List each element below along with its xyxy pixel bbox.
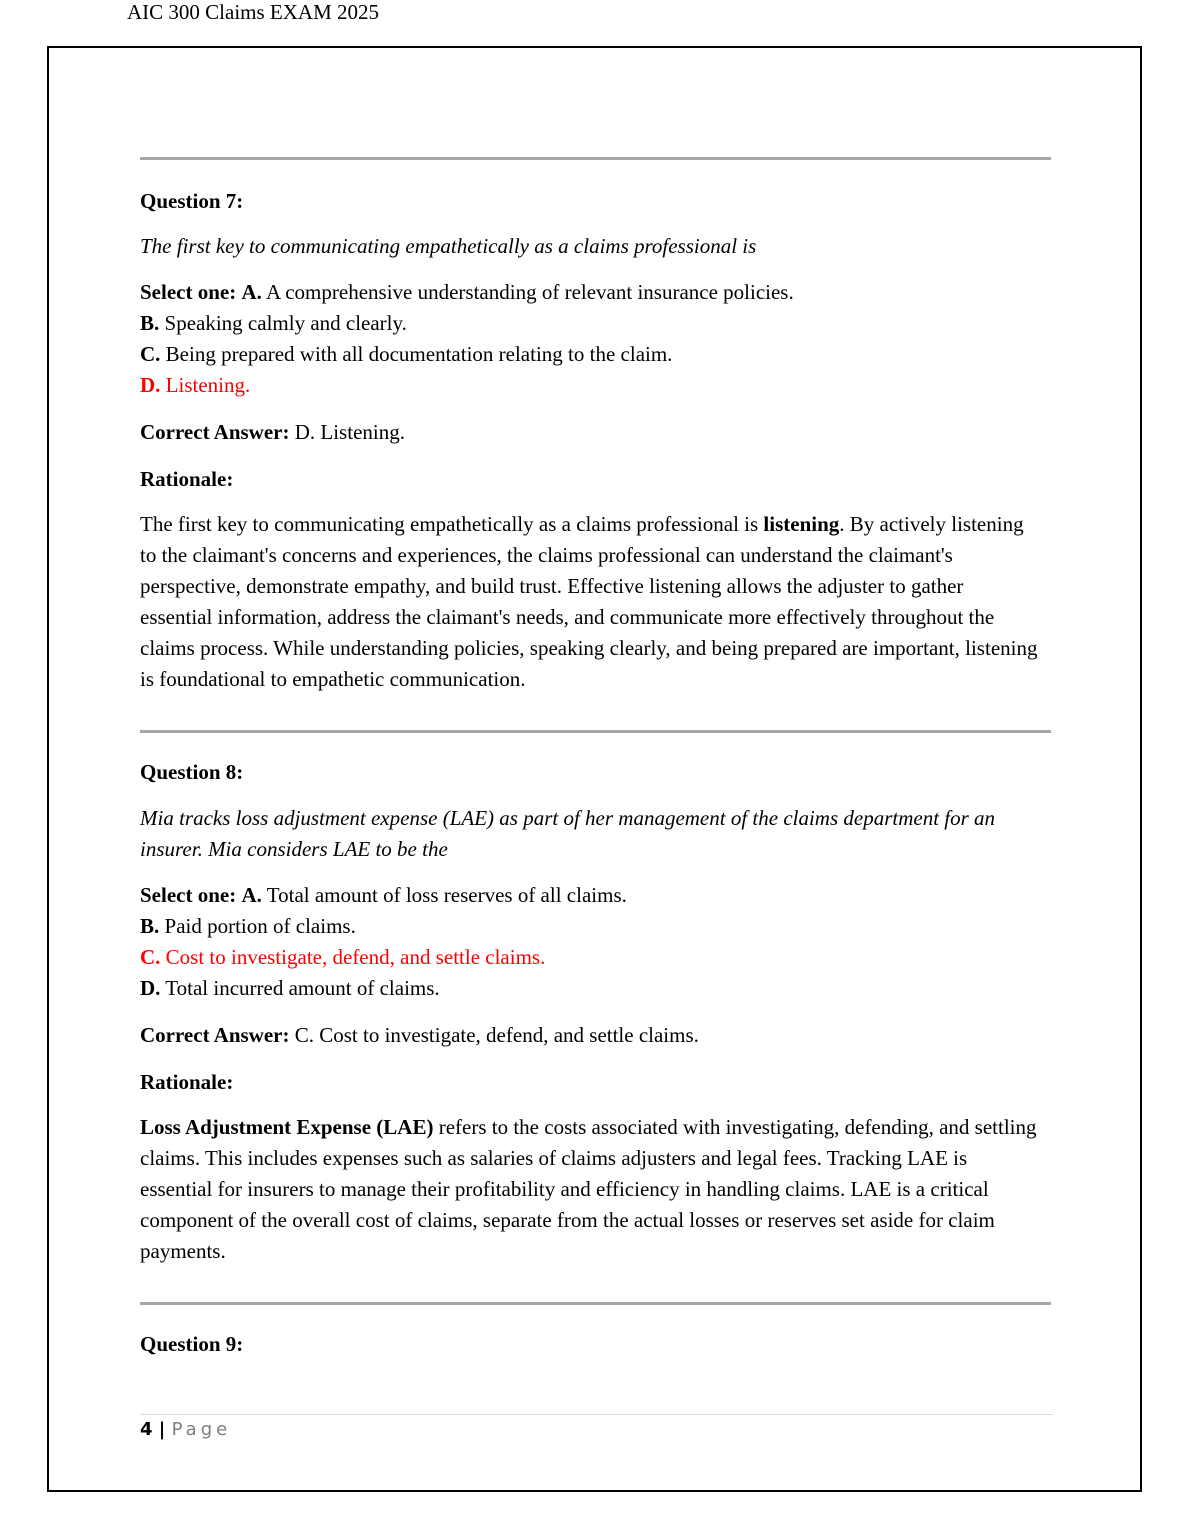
question-8-rationale: Loss Adjustment Expense (LAE) refers to the costs associated with investigating, defending, and settling claims. This includes expenses such as salaries of claims adjusters and legal fees. Tracking LAE is essential for insurers to manage their profitability and efficiency in handling claims. LAE is a critical component of the overall cost of claims, separate from the actual losses or reserves set aside for claim payments. (140, 1115, 1037, 1263)
question-8-option-b: B. Paid portion of claims. (140, 914, 356, 938)
question-7-option-b: B. Speaking calmly and clearly. (140, 311, 407, 335)
page-footer: 4 | Page (140, 1419, 232, 1440)
question-7-rationale-label: Rationale: (140, 467, 234, 491)
question-8-text: Mia tracks loss adjustment expense (LAE) as part of her management of the claims department for an insurer. Mia considers LAE to be the (140, 806, 996, 861)
page-label: Page (171, 1419, 232, 1440)
question-7-correct-answer: Correct Answer: D. Listening. (140, 420, 405, 444)
question-7-title: Question 7: (140, 189, 244, 213)
question-8-option-a: Select one: A. Total amount of loss reserves of all claims. (140, 883, 627, 907)
question-8-title: Question 8: (140, 760, 244, 784)
question-7-option-c: C. Being prepared with all documentation relating to the claim. (140, 342, 673, 366)
question-8-option-c-correct: C. Cost to investigate, defend, and settle claims. (140, 945, 546, 969)
select-one-label: Select one: (140, 883, 237, 907)
section-divider (140, 1302, 1051, 1305)
question-7-option-d-correct: D. Listening. (140, 373, 251, 397)
question-7-text: The first key to communicating empathetically as a claims professional is (140, 234, 757, 258)
section-divider (140, 730, 1051, 733)
page-number: 4 (140, 1419, 153, 1440)
section-divider (140, 157, 1051, 160)
document-header-title: AIC 300 Claims EXAM 2025 (127, 0, 379, 24)
question-8-correct-answer: Correct Answer: C. Cost to investigate, defend, and settle claims. (140, 1023, 699, 1047)
select-one-label: Select one: (140, 280, 237, 304)
question-7-options (140, 277, 794, 401)
question-7-rationale: The first key to communicating empathetically as a claims professional is listening. By actively listening to the claimant's concerns and experiences, the claims professional can understand the claimant's perspective, demonstrate empathy, and build trust. Effective listening allows the adjuster to gather essential information, address the claimant's needs, and communicate more effectively throughout the claims process. While understanding policies, speaking clearly, and being prepared are important, listening is foundational to empathetic communication. (140, 512, 1038, 691)
question-8-rationale-label: Rationale: (140, 1070, 234, 1094)
question-8-option-d: D. Total incurred amount of claims. (140, 976, 440, 1000)
question-9-title: Question 9: (140, 1332, 244, 1356)
question-8-options (140, 880, 627, 1004)
footer-divider (140, 1414, 1053, 1415)
question-7-option-a: Select one: A. A comprehensive understanding of relevant insurance policies. (140, 280, 794, 304)
